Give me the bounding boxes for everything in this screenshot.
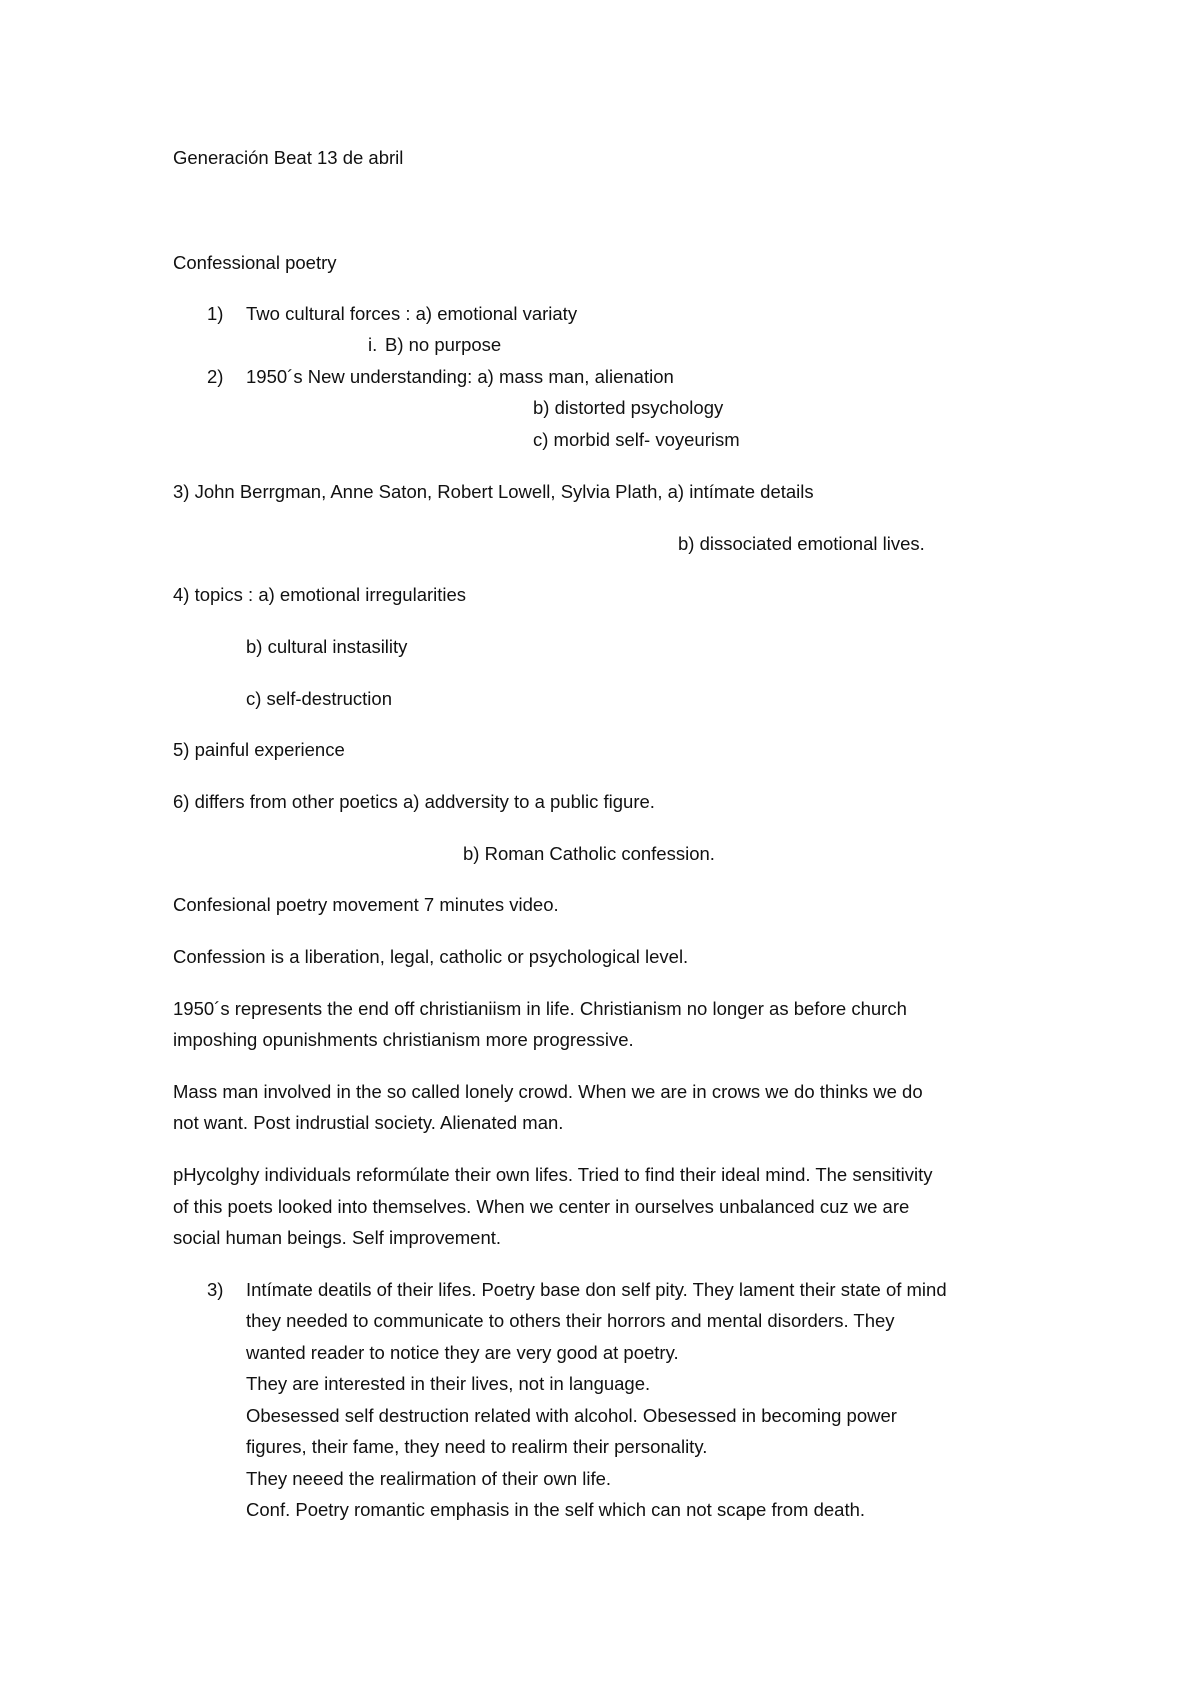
list-number: i. bbox=[368, 334, 378, 355]
paragraph: Confesional poetry movement 7 minutes video. bbox=[173, 894, 559, 915]
list-item: Two cultural forces : a) emotional variaty bbox=[246, 303, 578, 324]
list-item-line: figures, their fame, they need to realirm their personality. bbox=[246, 1436, 708, 1457]
list-item: b) distorted psychology bbox=[533, 397, 724, 418]
list-item-line: They are interested in their lives, not in language. bbox=[246, 1373, 651, 1394]
list-item: 5) painful experience bbox=[173, 739, 345, 760]
paragraph-line: of this poets looked into themselves. When we center in ourselves unbalanced cuz we are bbox=[173, 1196, 910, 1217]
list-item-line: They neeed the realirmation of their own life. bbox=[246, 1468, 612, 1489]
list-item: b) dissociated emotional lives. bbox=[678, 533, 925, 554]
doc-title: Generación Beat 13 de abril bbox=[173, 147, 404, 168]
paragraph-line: pHycolghy individuals reformúlate their own lifes. Tried to find their ideal mind. The sensitivity bbox=[173, 1164, 933, 1185]
paragraph-line: imposhing opunishments christianism more progressive. bbox=[173, 1029, 634, 1050]
paragraph-line: Mass man involved in the so called lonely crowd. When we are in crows we do thinks we do bbox=[173, 1081, 923, 1102]
list-item: c) morbid self- voyeurism bbox=[533, 429, 740, 450]
list-item: 6) differs from other poetics a) addversity to a public figure. bbox=[173, 791, 655, 812]
list-item: b) Roman Catholic confession. bbox=[463, 843, 715, 864]
paragraph: Confession is a liberation, legal, catholic or psychological level. bbox=[173, 946, 689, 967]
list-item: B) no purpose bbox=[385, 334, 502, 355]
list-number: 1) bbox=[207, 303, 224, 324]
list-number: 2) bbox=[207, 366, 224, 387]
section-heading: Confessional poetry bbox=[173, 252, 337, 273]
list-number: 3) bbox=[207, 1279, 224, 1300]
paragraph-line: 1950´s represents the end off christianiism in life. Christianism no longer as before church bbox=[173, 998, 907, 1019]
list-item-line: Intímate deatils of their lifes. Poetry base don self pity. They lament their state of mind bbox=[246, 1279, 947, 1300]
list-item: c) self-destruction bbox=[246, 688, 392, 709]
list-item-line: Obesessed self destruction related with alcohol. Obesessed in becoming power bbox=[246, 1405, 897, 1426]
list-item-line: they needed to communicate to others their horrors and mental disorders. They bbox=[246, 1310, 895, 1331]
list-item: 1950´s New understanding: a) mass man, alienation bbox=[246, 366, 674, 387]
paragraph-line: social human beings. Self improvement. bbox=[173, 1227, 502, 1248]
list-item-line: wanted reader to notice they are very good at poetry. bbox=[246, 1342, 679, 1363]
list-item: 3) John Berrgman, Anne Saton, Robert Lowell, Sylvia Plath, a) intímate details bbox=[173, 481, 814, 502]
list-item: b) cultural instasility bbox=[246, 636, 408, 657]
list-item-line: Conf. Poetry romantic emphasis in the self which can not scape from death. bbox=[246, 1499, 866, 1520]
paragraph-line: not want. Post indrustial society. Alienated man. bbox=[173, 1112, 564, 1133]
list-item: 4) topics : a) emotional irregularities bbox=[173, 584, 467, 605]
